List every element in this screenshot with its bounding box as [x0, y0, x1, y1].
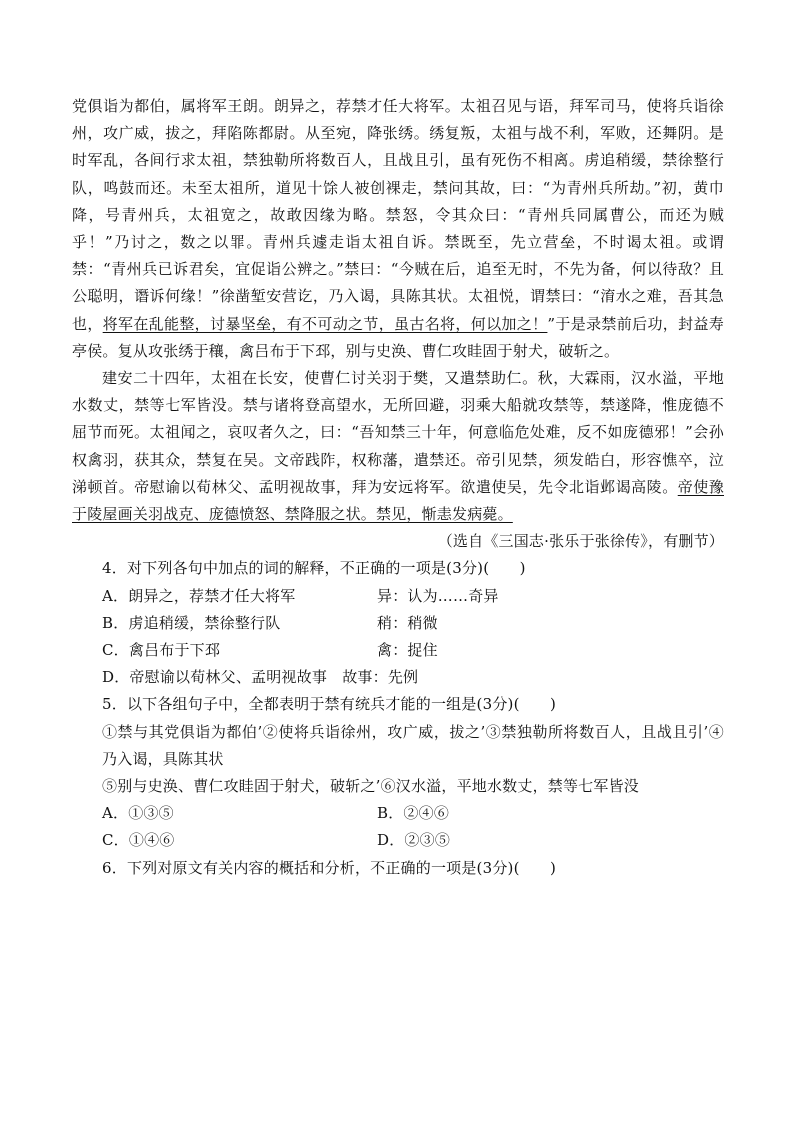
question-4-option-c: [72, 637, 724, 664]
question-6-stem: 6．下列对原文有关内容的概括和分析，不正确的一项是(3分)( ): [102, 858, 557, 877]
question-4-stem: 4．对下列各句中加点的词的解释，不正确的一项是(3分)( ): [102, 559, 526, 578]
question-5-options-row-2: [72, 827, 724, 854]
underlined-sentence: 将军在乱能整，讨暴坚垒，有不可动之节，虽古名将，何以加之！: [102, 314, 548, 333]
option-text: A．朗异之，荐禁才任大将军: [102, 586, 296, 605]
passage-paragraph-1: [72, 93, 724, 365]
option-gloss: 稍：稍微: [377, 613, 438, 632]
option-a: A．①③⑤: [102, 804, 174, 823]
source-note: （选自《三国志·张乐于张徐传》，有删节）: [437, 532, 724, 551]
question-4-option-a: [72, 583, 724, 610]
option-c: C．①④⑥: [102, 831, 175, 850]
question-4-option-b: [72, 610, 724, 637]
question-5-stem: 5．以下各组句子中，全都表明于禁有统兵才能的一组是(3分)( ): [102, 695, 557, 714]
option-d: D．②③⑤: [377, 831, 451, 850]
option-gloss: 异：认为……奇异: [377, 586, 499, 605]
passage-text: 党俱诣为都伯，属将军王朗。朗异之，荐禁才任大将军。太祖召见与语，拜军司马，使将兵诣徐州，攻广威，拔之，拜陷陈都尉。从至宛，降张绣。绣复叛，太祖与战不利，军败，还舞阴。是时军乱，各间行求太祖，禁独勒所将数百人，且战且引，虽有死伤不相离。虏追稍缓，禁徐整行队，鸣鼓而还。未至太祖所，道见十馀人被创裸走，禁问其故，曰：“为青州兵所劫。”初，黄巾降，号青州兵，太祖宽之，故敢因缘为略。禁怒，令其众曰：“青州兵同属曹公，而还为贼乎！”乃讨之，数之以罪。青州兵遽走诣太祖自诉。禁既至，先立营垒，不时谒太祖。或谓禁：“青州兵已诉君矣，宜促诣公辨之。”禁曰：“今贼在后，追至无时，不先为备，何以待敌？且公聪明，谮诉何缘！”徐凿堑安营讫，乃入谒，具陈其状。太祖悦，谓禁曰：“淯水之难，吾其急也，: [72, 97, 724, 333]
option-gloss: 禽：捉住: [377, 641, 438, 660]
text-block: [72, 93, 724, 882]
passage-text: ”于是录禁前后功，封益寿亭侯。复从攻张绣于穰，禽吕布于下邳，别与史涣、曹仁攻眭固于射犬，破斩之。: [72, 314, 724, 360]
option-text: C．禽吕布于下邳: [102, 641, 221, 660]
passage-paragraph-2: [72, 365, 724, 528]
underlined-sentence: 帝使豫于陵屋画关羽战克、庞德愤怒、禁降服之状。禁见，惭恚发病薨。: [72, 477, 724, 524]
option-text: B．虏追稍缓，禁徐整行队: [102, 613, 281, 632]
option-b: B．②④⑥: [377, 804, 450, 823]
question-4-option-d: D．帝慰谕以荀林父、孟明视故事 故事：先例: [102, 668, 419, 687]
question-5-options-row-1: [72, 800, 724, 827]
question-5-sentences-2: ⑤别与史涣、曹仁攻眭固于射犬，破斩之’⑥汉水溢，平地水数丈，禁等七军皆没: [102, 777, 639, 796]
question-5-sentences-1: ①禁与其党俱诣为都伯’②使将兵诣徐州，攻广威，拔之’③禁独勒所将数百人，且战且引’④乃入谒，具陈其状: [102, 722, 724, 768]
passage-text: 建安二十四年，太祖在长安，使曹仁讨关羽于樊，又遣禁助仁。秋，大霖雨，汉水溢，平地水数丈，禁等七军皆没。禁与诸将登高望水，无所回避，羽乘大船就攻禁等，禁遂降，惟庞德不屈节而死。太祖闻之，哀叹者久之，曰：“吾知禁三十年，何意临危处难，反不如庞德邪！”会孙权禽羽，获其众，禁复在吴。文帝践阼，权称藩，遣禁还。帝引见禁，须发皓白，形容憔卒，泣涕顿首。帝慰谕以荀林父、孟明视故事，拜为安远将军。欲遣使吴，先令北诣邺谒高陵。: [72, 369, 724, 496]
